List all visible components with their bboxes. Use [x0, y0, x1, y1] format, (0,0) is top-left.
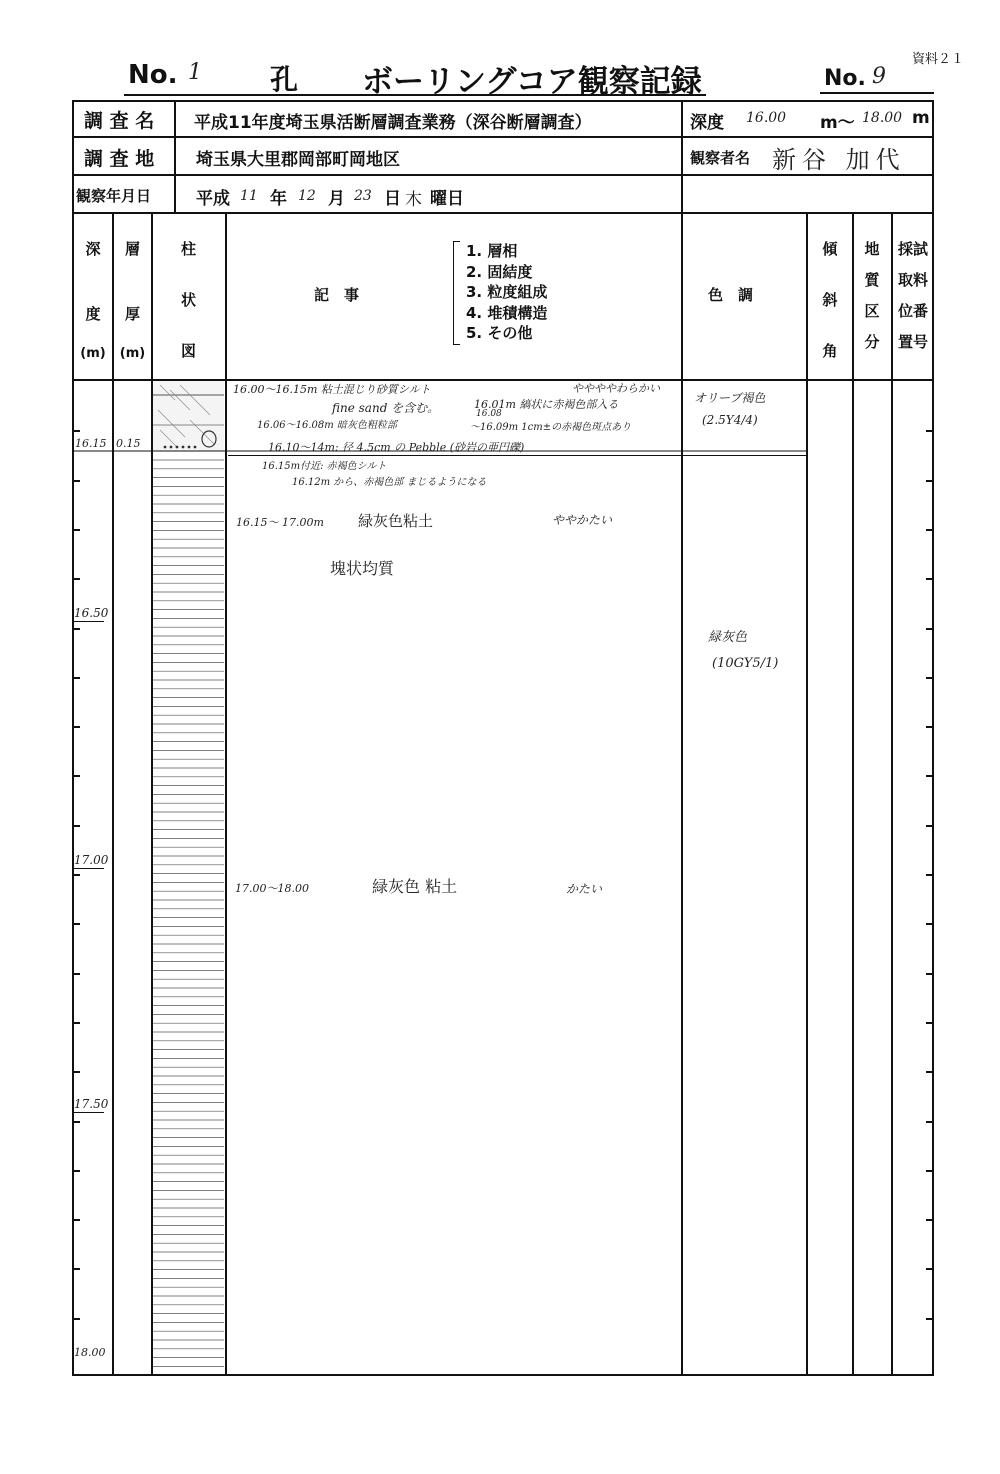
remark-line-12b: 緑灰色 粘土: [372, 877, 458, 896]
remark-line-5: 16.08: [476, 409, 502, 419]
depth-tick-left: [72, 480, 80, 482]
depth-to: 18.00: [862, 110, 903, 126]
depth-tick-left: [72, 1219, 80, 1221]
depth-tick-left: [72, 1071, 80, 1073]
depth-tick-right: [926, 1318, 934, 1320]
color-1-code: (2.5Y4/4): [702, 413, 758, 427]
depth-tick-right: [926, 1022, 934, 1024]
depth-mark-17-50-line: [74, 1112, 104, 1113]
depth-tick-left: [72, 430, 80, 432]
header-remarks-items: [466, 241, 547, 344]
sheet-no-underline: [820, 92, 934, 94]
depth-tick-left: [72, 628, 80, 630]
depth-mark-18-00: 18.00: [74, 1346, 106, 1359]
remark-line-12c: かたい: [566, 882, 603, 896]
remarks-item-4: 4. 堆積構造: [466, 303, 548, 322]
depth-tick-right: [926, 973, 934, 975]
info-row-divider-1: [72, 136, 934, 138]
color-1: オリーブ褐色: [694, 391, 766, 405]
col-divider-color: [806, 212, 808, 1376]
date-month-label: 月: [328, 189, 345, 209]
depth-tick-left: [72, 726, 80, 728]
header-remarks: 記 事: [314, 286, 360, 304]
depth-tick-left: [72, 973, 80, 975]
date-year: 11: [240, 188, 258, 204]
depth-unit-1: m〜: [820, 113, 855, 133]
depth-tick-left: [72, 578, 80, 580]
depth-tick-left: [72, 1318, 80, 1320]
thickness-mark-0-15: 0.15: [116, 437, 141, 450]
header-dip: 傾 斜 角: [822, 240, 838, 360]
col-divider-geology: [891, 212, 893, 1376]
header-column: 柱 状 図: [180, 240, 196, 360]
depth-tick-left: [72, 1268, 80, 1270]
survey-name-label: 調 査 名: [84, 110, 155, 132]
date-weekday-label: 曜日: [430, 189, 464, 209]
depth-tick-left: [72, 923, 80, 925]
column-header-divider: [72, 379, 934, 381]
depth-tick-right: [926, 529, 934, 531]
remark-line-9: 16.12m から、赤褐色部 まじるようになる: [292, 477, 487, 488]
remark-divider: [228, 455, 806, 456]
info-row-divider-3: [72, 212, 934, 214]
depth-mark-16-50-line: [74, 621, 104, 622]
remark-line-11: 塊状均質: [330, 559, 395, 578]
remark-line-10: 16.15〜 17.00m: [236, 516, 324, 529]
date-label: 観察年月日: [76, 187, 152, 205]
header-color: 色 調: [708, 286, 754, 304]
remarks-item-2: 2. 固結度: [466, 262, 533, 281]
header-sample: 採試 取料 位番 置号: [897, 240, 928, 351]
depth-tick-right: [926, 628, 934, 630]
depth-unit-2: m: [912, 108, 930, 128]
depth-tick-right: [926, 1071, 934, 1073]
col-divider-dip: [852, 212, 854, 1376]
remarks-item-5: 5. その他: [466, 324, 533, 342]
depth-tick-right: [926, 1121, 934, 1123]
remark-line-2: fine sand を含む。: [332, 401, 440, 415]
header-geology: 地 質 区 分: [864, 240, 880, 351]
date-era: 平成: [196, 189, 230, 209]
sheet-no-label: No.: [824, 66, 866, 91]
observer-name: 新谷 加代: [772, 146, 906, 174]
date-weekday: 木: [405, 190, 422, 210]
depth-tick-right: [926, 578, 934, 580]
depth-tick-left: [72, 1121, 80, 1123]
depth-tick-left: [72, 825, 80, 827]
depth-tick-right: [926, 726, 934, 728]
remark-line-7: 16.10〜14m: 径 4.5cm の Pebble (砂岩の亜円礫): [268, 441, 525, 454]
depth-mark-16-15: 16.15: [75, 437, 107, 450]
depth-tick-right: [926, 825, 934, 827]
col-divider-column: [225, 212, 227, 1376]
remark-line-6: 〜16.09m 1cm±の赤褐色斑点あり: [470, 422, 632, 433]
col-divider-thickness: [151, 212, 153, 1376]
remark-line-4: 16.06〜16.08m 暗灰色粗粒部: [257, 420, 397, 431]
page-title: ボーリングコア観察記録: [362, 64, 702, 100]
date-year-label: 年: [270, 189, 287, 209]
depth-tick-left: [72, 677, 80, 679]
observer-label: 観察者名: [690, 149, 751, 167]
date-day: 23: [354, 188, 372, 204]
depth-mark-17-50: 17.50: [74, 1097, 109, 1111]
color-2: 緑灰色: [708, 630, 748, 645]
depth-tick-right: [926, 775, 934, 777]
depth-tick-right: [926, 677, 934, 679]
remark-line-12: 17.00〜18.00: [235, 882, 309, 895]
remark-line-8: 16.15m付近: 赤褐色シルト: [262, 461, 387, 472]
depth-tick-right: [926, 1268, 934, 1270]
info-label-divider: [174, 100, 176, 212]
hole-label: 孔: [270, 63, 299, 96]
depth-tick-right: [926, 1219, 934, 1221]
color-2-code: (10GY5/1): [712, 656, 779, 671]
depth-mark-17-00: 17.00: [74, 853, 109, 867]
depth-label: 深度: [690, 113, 724, 133]
depth-tick-left: [72, 529, 80, 531]
date-day-label: 日: [384, 189, 401, 209]
col-divider-remarks: [681, 212, 683, 1376]
depth-tick-left: [72, 1170, 80, 1172]
remark-line-3: 16.01m 縞状に赤褐色部入る: [474, 398, 619, 411]
depth-tick-left: [72, 775, 80, 777]
remark-line-10c: ややかたい: [552, 513, 613, 527]
header-thickness: 層 厚 (m): [119, 240, 146, 361]
col-divider-depth: [112, 212, 114, 1376]
depth-from: 16.00: [746, 110, 787, 126]
remark-line-1: 16.00〜16.15m 粘土混じり砂質シルト: [233, 383, 431, 396]
site: 埼玉県大里郡岡部町岡地区: [196, 150, 400, 170]
depth-tick-right: [926, 1170, 934, 1172]
remarks-item-1: 1. 層相: [466, 242, 518, 260]
remark-line-10b: 緑灰色粘土: [358, 512, 434, 530]
survey-name: 平成11年度埼玉県活断層調査業務（深谷断層調査）: [194, 113, 592, 133]
depth-tick-right: [926, 923, 934, 925]
date-month: 12: [298, 188, 316, 204]
hole-no-value: 1: [188, 60, 202, 85]
depth-tick-left: [72, 1022, 80, 1024]
remarks-item-3: 3. 粒度組成: [466, 283, 548, 301]
header-depth: 深 度 (m): [80, 240, 106, 361]
title-underline: [124, 94, 706, 96]
depth-tick-right: [926, 480, 934, 482]
depth-tick-left: [72, 874, 80, 876]
hole-no-label: No.: [128, 60, 178, 90]
depth-tick-right: [926, 430, 934, 432]
sheet-no-value: 9: [872, 64, 886, 89]
document-reference: 資料２１: [912, 52, 965, 67]
info-right-divider: [681, 100, 683, 212]
depth-mark-16-50: 16.50: [74, 606, 109, 620]
depth-mark-17-00-line: [74, 868, 104, 869]
remark-line-1b: ややややわらかい: [572, 382, 660, 395]
depth-tick-right: [926, 874, 934, 876]
site-label: 調 査 地: [84, 148, 155, 170]
header-remarks-bracket: [453, 241, 460, 345]
